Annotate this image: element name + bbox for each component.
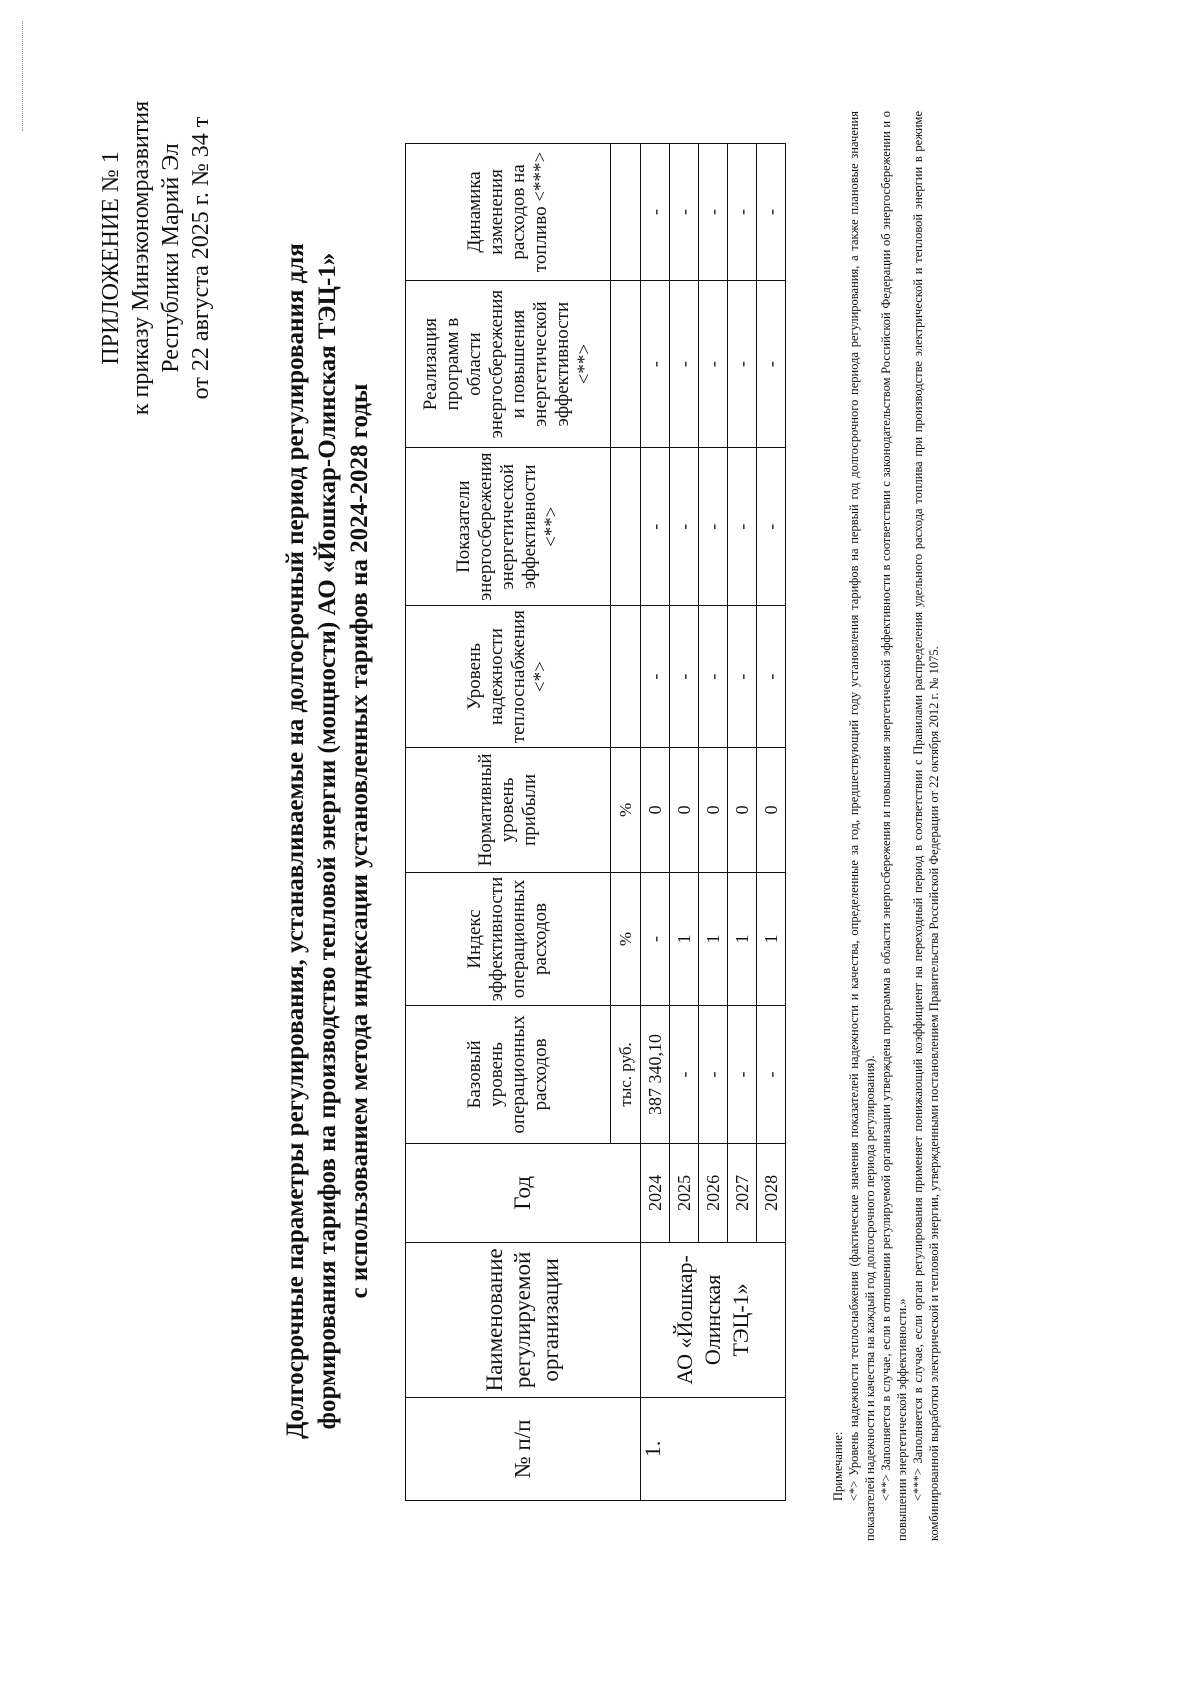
cell-efficiency-index: - [641, 872, 670, 1005]
appendix-order-ref: к приказу Минэкономразвития [128, 100, 154, 416]
cell-base-opex: - [670, 1006, 699, 1143]
cell-profit-level: 0 [757, 748, 786, 873]
cell-reliability: - [728, 606, 757, 748]
cell-reliability: - [699, 606, 728, 748]
scan-artifact-line [22, 21, 23, 131]
header-year: Год [406, 1143, 641, 1242]
cell-year: 2028 [757, 1143, 786, 1242]
notes-section [830, 111, 942, 1541]
header-energy-saving: Показатели энергосбережения энергетической эффективности <**> [406, 448, 611, 606]
cell-efficiency-index: 1 [728, 872, 757, 1005]
unit-energy-saving [611, 448, 641, 606]
cell-profit-level: 0 [641, 748, 670, 873]
cell-programs: - [728, 280, 757, 447]
table-row [641, 144, 670, 1501]
header-fuel-dynamics: Динамика изменения расходов на топливо <***> [406, 144, 611, 281]
appendix-republic: Республики Марий Эл [158, 143, 184, 373]
cell-org-num: 1. [641, 1397, 786, 1500]
cell-year: 2027 [728, 1143, 757, 1242]
cell-base-opex: 387 340,10 [641, 1006, 670, 1143]
cell-fuel-dynamics: - [757, 144, 786, 281]
cell-programs: - [670, 280, 699, 447]
cell-base-opex: - [699, 1006, 728, 1143]
cell-energy-saving: - [757, 448, 786, 606]
notes-heading: Примечание: [831, 1431, 845, 1501]
cell-profit-level: 0 [728, 748, 757, 873]
title-line-1: Долгосрочные параметры регулирования, устанавливаемые на долгосрочный период регулирования для [282, 243, 309, 1439]
appendix-title: ПРИЛОЖЕНИЕ № 1 [98, 151, 124, 365]
cell-efficiency-index: 1 [670, 872, 699, 1005]
appendix-header [96, 48, 216, 468]
unit-reliability [611, 606, 641, 748]
cell-energy-saving: - [728, 448, 757, 606]
cell-fuel-dynamics: - [670, 144, 699, 281]
table-header-row [406, 144, 611, 1501]
note-fuel: <***> Заполняется в случае, если орган регулирования применяет понижающий коэффициент на переходный период в соответствии с Правилами распределения удельного расхода топлива при производстве электрической и тепловой энергии в режиме комбинированной выработки электрической и тепловой энергии, утвержденными постановлением Правительства Российской Федерации от 22 октября 2012 г. № 1075. [911, 111, 941, 1541]
cell-fuel-dynamics: - [728, 144, 757, 281]
unit-base-opex: тыс. руб. [611, 1006, 641, 1143]
document-title [280, 111, 376, 1571]
cell-reliability: - [757, 606, 786, 748]
unit-fuel-dynamics [611, 144, 641, 281]
cell-profit-level: 0 [670, 748, 699, 873]
cell-base-opex: - [757, 1006, 786, 1143]
cell-year: 2025 [670, 1143, 699, 1242]
cell-org-name: АО «Йошкар-Олинская ТЭЦ-1» [641, 1242, 786, 1397]
cell-base-opex: - [728, 1006, 757, 1143]
note-energy-programs: <**> Заполняется в случае, если в отношении регулируемой организации утверждена программа в области энергосбережения и повышения энергетической эффективности в соответствии с законодательством Российской Федерации об энергосбережении и о повышении энергетической эффективности.» [879, 111, 909, 1541]
cell-fuel-dynamics: - [641, 144, 670, 281]
cell-energy-saving: - [641, 448, 670, 606]
header-num: № п/п [406, 1397, 641, 1500]
cell-year: 2024 [641, 1143, 670, 1242]
header-efficiency-index: Индекс эффективности операционных расходов [406, 872, 611, 1005]
cell-energy-saving: - [699, 448, 728, 606]
cell-energy-saving: - [670, 448, 699, 606]
cell-fuel-dynamics: - [699, 144, 728, 281]
cell-programs: - [699, 280, 728, 447]
title-line-2: формирования тарифов на производство тепловой энергии (мощности) АО «Йошкар-Олинская ТЭЦ-1» [314, 252, 341, 1430]
header-programs: Реализация программ в области энергосбережения и повышения энергетической эффективности <**> [406, 280, 611, 447]
cell-reliability: - [641, 606, 670, 748]
cell-profit-level: 0 [699, 748, 728, 873]
cell-reliability: - [670, 606, 699, 748]
cell-programs: - [641, 280, 670, 447]
header-base-opex: Базовый уровень операционных расходов [406, 1006, 611, 1143]
unit-efficiency-index: % [611, 872, 641, 1005]
header-profit-level: Нормативный уровень прибыли [406, 748, 611, 873]
header-org: Наименование регулируемой организации [406, 1242, 641, 1397]
cell-efficiency-index: 1 [757, 872, 786, 1005]
cell-efficiency-index: 1 [699, 872, 728, 1005]
title-line-3: с использованием метода индексации установленных тарифов на 2024-2028 годы [346, 383, 373, 1299]
note-reliability: <*> Уровень надежности теплоснабжения (фактические значения показателей надежности и качества, определенные за год, предшествующий году установления тарифов на первый год долгосрочного периода регулирования, а также плановые значения показателей надежности и качества на каждый год долгосрочного периода регулирования). [847, 111, 877, 1541]
appendix-date: от 22 августа 2025 г. № 34 т [188, 116, 214, 400]
parameters-table [405, 143, 786, 1501]
unit-programs [611, 280, 641, 447]
cell-year: 2026 [699, 1143, 728, 1242]
unit-profit-level: % [611, 748, 641, 873]
cell-programs: - [757, 280, 786, 447]
header-reliability: Уровень надежности теплоснабжения <*> [406, 606, 611, 748]
